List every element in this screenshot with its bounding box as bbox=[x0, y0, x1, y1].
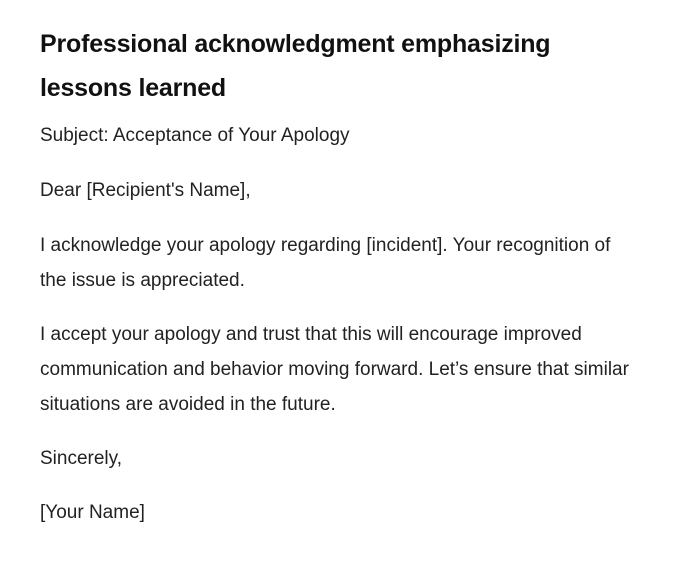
body-paragraph-acknowledgment: I acknowledge your apology regarding [incident]. Your recognition of the issue is appreciated. bbox=[40, 235, 611, 291]
document-title: Professional acknowledgment emphasizing lessons learned bbox=[40, 30, 551, 102]
subject-line: Subject: Acceptance of Your Apology bbox=[40, 125, 350, 146]
body-paragraph-acceptance: I accept your apology and trust that this will encourage improved communication and behavior moving forward. Let’s ensure that similar situations are avoided in the future. bbox=[40, 324, 629, 415]
closing-line: Sincerely, bbox=[40, 448, 123, 469]
letter-document bbox=[40, 22, 640, 549]
signature-line: [Your Name] bbox=[40, 502, 145, 523]
greeting-line: Dear [Recipient's Name], bbox=[40, 180, 251, 201]
